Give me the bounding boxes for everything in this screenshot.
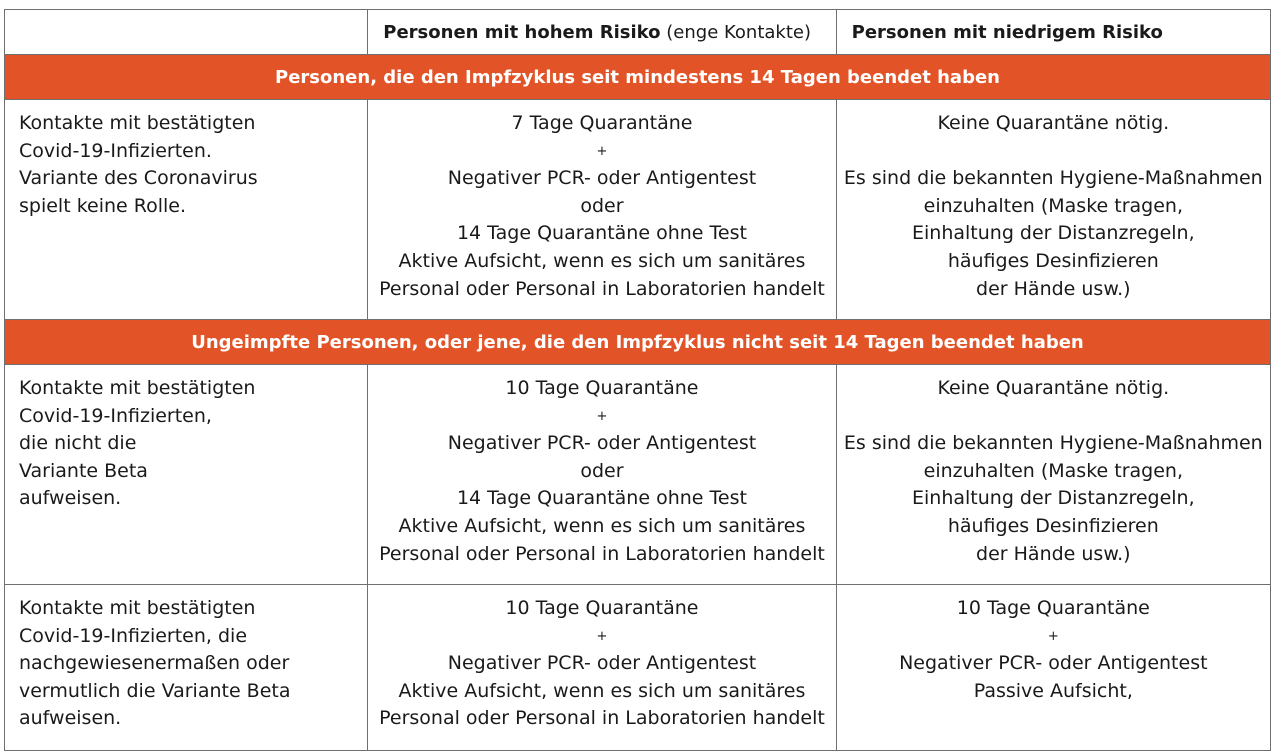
header-empty-cell (5, 10, 368, 55)
cell-line: Negativer PCR- oder Antigentest (447, 652, 757, 675)
cell-line: der Hände usw.) (976, 542, 1131, 565)
cell-line: Negativer PCR- oder Antigentest (447, 432, 757, 455)
cell-line: aufweisen. (19, 487, 122, 510)
cell-line: Einhaltung der Distanzregeln, (912, 222, 1195, 245)
cell-line: nachgewiesenermaßen oder (19, 652, 290, 675)
cell-line: Kontakte mit bestätigten (19, 597, 256, 619)
cell-line: 14 Tage Quarantäne ohne Test (456, 487, 747, 510)
cell-line: Variante Beta (19, 459, 148, 482)
cell-line: Aktive Aufsicht, wenn es sich um sanitäres (398, 514, 806, 537)
cell-line: einzuhalten (Maske tragen, (923, 194, 1183, 217)
cell-line: einzuhalten (Maske tragen, (923, 459, 1183, 482)
table-row (5, 585, 1271, 751)
section-band-vaccinated (5, 55, 1271, 100)
cell-line: Es sind die bekannten Hygiene-Maßnahmen (843, 432, 1263, 455)
cell-line: Negativer PCR- oder Antigentest (447, 167, 757, 190)
cell-line (837, 403, 1270, 431)
cell-line: häufiges Desinfizieren (947, 514, 1159, 537)
cell-line: der Hände usw.) (976, 277, 1131, 300)
cell-line: Keine Quarantäne nötig. (937, 112, 1170, 134)
cell-line: 14 Tage Quarantäne ohne Test (456, 222, 747, 245)
cell-line: Covid-19-Infizierten, (19, 404, 212, 427)
table-row (5, 100, 1271, 320)
cell-line: oder (580, 459, 624, 482)
cell-line: Aktive Aufsicht, wenn es sich um sanitäres (398, 679, 806, 702)
cell-line: Variante des Coronavirus (19, 167, 258, 190)
section-band-unvaccinated (5, 320, 1271, 365)
cell-line: Personal oder Personal in Laboratorien handelt (379, 542, 825, 565)
cell-line: Kontakte mit bestätigten (19, 112, 256, 134)
high-risk-measures (368, 100, 836, 320)
section-title: Personen, die den Impfzyklus seit mindestens 14 Tagen beendet haben (5, 55, 1271, 100)
cell-line: + (596, 628, 608, 644)
cell-line: vermutlich die Variante Beta (19, 679, 291, 702)
cell-line (837, 138, 1270, 166)
header-low-risk: Personen mit niedrigem Risiko (836, 10, 1270, 55)
contact-description (5, 100, 368, 320)
header-high-risk: Personen mit hohem Risiko (enge Kontakte) (368, 10, 836, 55)
cell-line: Covid-19-Infizierten. (19, 139, 212, 162)
cell-line: Kontakte mit bestätigten (19, 377, 256, 399)
cell-line: Aktive Aufsicht, wenn es sich um sanitäres (398, 249, 806, 272)
cell-line: häufiges Desinfizieren (947, 249, 1159, 272)
cell-line: Negativer PCR- oder Antigentest (899, 652, 1208, 675)
cell-line: 10 Tage Quarantäne (505, 597, 699, 619)
cell-line: + (596, 408, 608, 424)
cell-line: + (1047, 628, 1059, 644)
cell-line: Passive Aufsicht, (973, 679, 1133, 702)
table-row (5, 365, 1271, 585)
header-row (5, 10, 1271, 55)
low-risk-measures (836, 585, 1270, 751)
cell-line: 7 Tage Quarantäne (511, 112, 693, 134)
cell-line: spielt keine Rolle. (19, 194, 187, 217)
cell-line: Einhaltung der Distanzregeln, (912, 487, 1195, 510)
contact-description (5, 365, 368, 585)
cell-line: oder (580, 194, 624, 217)
cell-line: 10 Tage Quarantäne (505, 377, 699, 399)
low-risk-measures (836, 100, 1270, 320)
cell-line: Es sind die bekannten Hygiene-Maßnahmen (843, 167, 1263, 190)
cell-line: Personal oder Personal in Laboratorien handelt (379, 707, 825, 730)
high-risk-measures (368, 365, 836, 585)
high-risk-measures (368, 585, 836, 751)
quarantine-rules-table (4, 9, 1271, 751)
cell-line: Keine Quarantäne nötig. (937, 377, 1170, 399)
cell-line: aufweisen. (19, 707, 122, 730)
cell-line: + (596, 143, 608, 159)
cell-line: Personal oder Personal in Laboratorien handelt (379, 277, 825, 300)
cell-line: 10 Tage Quarantäne (956, 597, 1150, 619)
low-risk-measures (836, 365, 1270, 585)
section-title: Ungeimpfte Personen, oder jene, die den Impfzyklus nicht seit 14 Tagen beendet haben (5, 320, 1271, 365)
contact-description (5, 585, 368, 751)
cell-line: Covid-19-Infizierten, die (19, 624, 248, 647)
cell-line: die nicht die (19, 432, 137, 455)
